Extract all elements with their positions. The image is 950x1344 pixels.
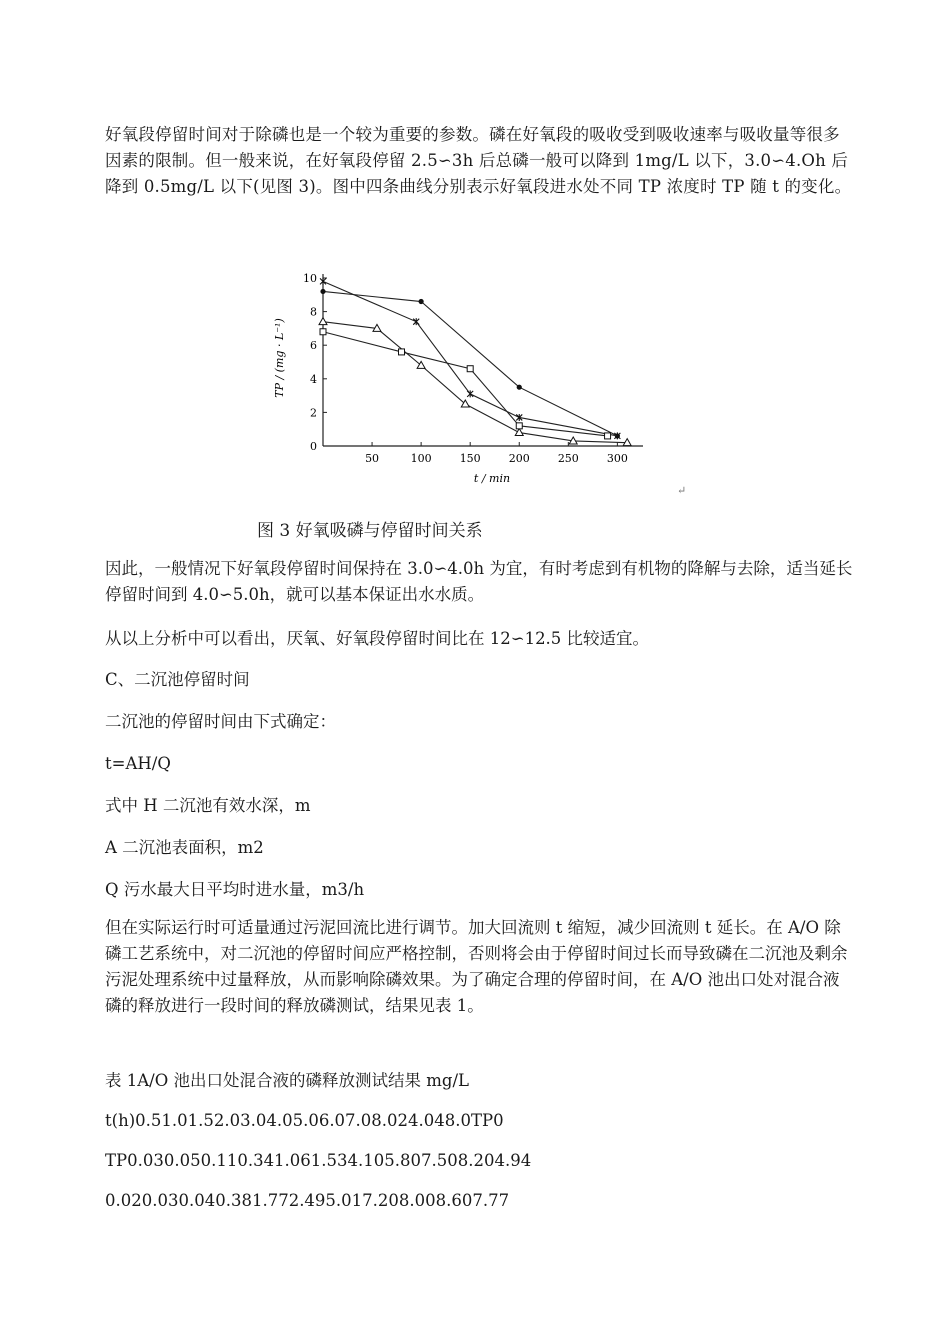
y-tick-label: 4	[310, 372, 317, 386]
series-line-dot	[323, 291, 617, 435]
table-row-tp2: 0.020.030.040.381.772.495.017.208.008.607.77	[105, 1191, 510, 1210]
definition-a: A 二沉池表面积，m2	[105, 838, 264, 857]
data-point-dot	[320, 289, 325, 294]
x-tick-label: 300	[606, 452, 628, 465]
section-heading-c: C、二沉池停留时间	[105, 670, 250, 689]
y-axis-label: TP / (mg · L⁻¹)	[273, 318, 286, 398]
table-row-time: t(h)0.51.01.52.03.04.05.06.07.08.024.048.0TP0	[105, 1111, 504, 1130]
definition-q: Q 污水最大日平均时进水量，m3/h	[105, 880, 365, 899]
y-tick-label: 0	[310, 440, 317, 453]
data-point-square	[399, 349, 405, 355]
figure-3	[267, 262, 697, 502]
series-line-triangle	[323, 322, 627, 443]
data-point-square	[320, 329, 326, 335]
return-mark: ↵	[677, 484, 687, 497]
tp-vs-time-chart	[267, 262, 697, 502]
data-point-triangle	[515, 429, 523, 436]
series-line-cross	[323, 281, 617, 436]
x-axis-label: t / min	[473, 472, 511, 485]
formula: t=AH/Q	[105, 754, 171, 773]
table-title: 表 1A/O 池出口处混合液的磷释放测试结果 mg/L	[105, 1071, 469, 1090]
data-point-square	[605, 433, 611, 439]
paragraph-operation: 但在实际运行时可适量通过污泥回流比进行调节。加大回流则 t 缩短，减少回流则 t 延长。在 A/O 除磷工艺系统中，对二沉池的停留时间应严格控制，否则将会由于停留时间过长而导致磷在二沉池及剩余污泥处理系统中过量释放，从而影响除磷效果。为了确定合理的停留时间，在 A/O 池出口处对混合液磷的释放进行一段时间的释放磷测试，结果见表 1。	[105, 918, 848, 1015]
definition-h: 式中 H 二沉池有效水深，m	[105, 796, 311, 815]
data-point-square	[516, 423, 522, 429]
data-point-cross	[320, 278, 326, 285]
x-tick-label: 50	[365, 452, 380, 465]
data-point-triangle	[319, 318, 327, 325]
data-point-dot	[419, 299, 424, 304]
data-point-cross	[413, 318, 419, 325]
y-tick-label: 6	[310, 339, 317, 353]
paragraph-formula-intro: 二沉池的停留时间由下式确定：	[105, 712, 336, 731]
data-point-cross	[467, 390, 473, 397]
x-tick-label: 150	[459, 452, 481, 465]
series-line-square	[323, 332, 608, 436]
x-tick-label: 250	[557, 452, 579, 465]
figure-caption: 图 3 好氧吸磷与停留时间关系	[257, 521, 483, 541]
table-row-tp1: TP0.030.050.110.341.061.534.105.807.508.204.94	[105, 1151, 532, 1170]
y-tick-label: 8	[310, 305, 317, 319]
data-point-square	[467, 366, 473, 372]
paragraph-aerobic-retention: 好氧段停留时间对于除磷也是一个较为重要的参数。磷在好氧段的吸收受到吸收速率与吸收量等很多因素的限制。但一般来说，在好氧段停留 2.5∽3h 后总磷一般可以降到 1mg/L 以下，3.0∽4.Oh 后降到 0.5mg/L 以下(见图 3)。图中四条曲线分别表示好氧段进水处不同 TP 浓度时 TP 随 t 的变化。	[105, 125, 852, 196]
data-point-dot	[517, 385, 522, 390]
paragraph-conclusion: 因此，一般情况下好氧段停留时间保持在 3.0∽4.0h 为宜，有时考虑到有机物的降解与去除，适当延长停留时间到 4.0∽5.0h，就可以基本保证出水水质。	[105, 559, 853, 604]
y-tick-label: 2	[310, 406, 317, 420]
y-tick-label: 10	[303, 272, 317, 285]
paragraph-ratio: 从以上分析中可以看出，厌氧、好氧段停留时间比在 12∽12.5 比较适宜。	[105, 629, 650, 648]
x-tick-label: 100	[410, 452, 432, 465]
x-tick-label: 200	[508, 452, 530, 465]
